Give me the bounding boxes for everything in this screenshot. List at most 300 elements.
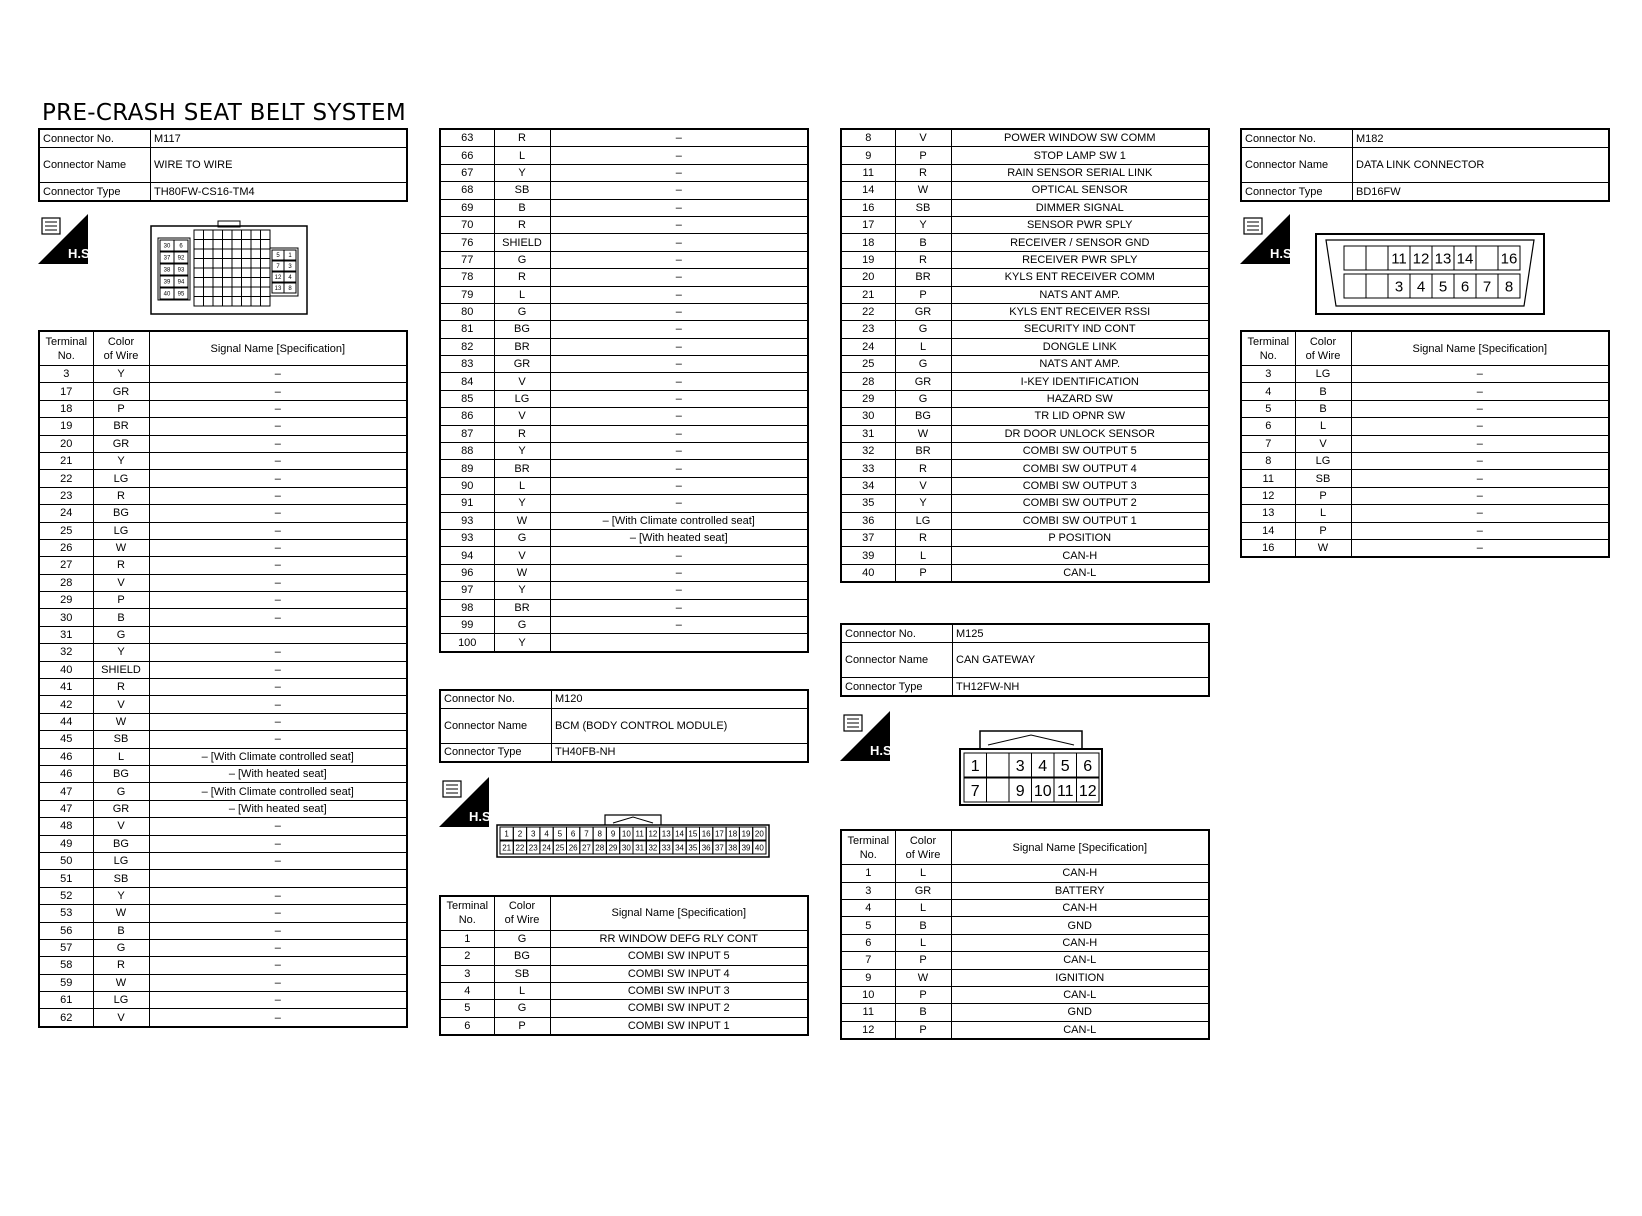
signal-name: GND	[951, 1004, 1209, 1021]
wire-color: R	[93, 487, 149, 504]
connector-pin	[213, 230, 223, 240]
color-header: Color of Wire	[494, 896, 550, 931]
signal-name: –	[149, 644, 407, 661]
terminal-number: 3	[440, 965, 494, 982]
m182-diagram-area	[1240, 202, 1610, 330]
pin-label: 40	[163, 291, 171, 298]
wire-color: G	[494, 930, 550, 947]
wire-color: R	[895, 164, 951, 181]
connector-pin	[987, 753, 1010, 777]
terminal-number: 14	[1241, 522, 1295, 539]
signal-name: –	[149, 418, 407, 435]
wire-color: R	[494, 216, 550, 233]
terminal-number: 82	[440, 338, 494, 355]
table-row	[1241, 400, 1609, 417]
terminal-number: 99	[440, 616, 494, 633]
signal-name: – [With Climate controlled seat]	[149, 748, 407, 765]
wire-color: B	[895, 917, 951, 934]
signal-name: –	[550, 460, 808, 477]
terminal-number: 63	[440, 129, 494, 147]
wire-color: V	[494, 408, 550, 425]
terminal-header: Terminal No.	[841, 830, 895, 865]
table-row	[841, 477, 1209, 494]
pin-label: 38	[728, 843, 738, 853]
terminal-number: 29	[841, 390, 895, 407]
connector-pin	[213, 287, 223, 297]
table-row	[841, 969, 1209, 986]
signal-name: –	[550, 216, 808, 233]
connector-pin	[251, 268, 261, 278]
signal-name: P POSITION	[951, 529, 1209, 546]
terminal-number: 77	[440, 251, 494, 268]
table-row	[440, 408, 808, 425]
table-row	[1241, 522, 1609, 539]
connector-name-value: DATA LINK CONNECTOR	[1353, 148, 1610, 183]
wire-color: SHIELD	[494, 234, 550, 251]
terminal-number: 47	[39, 783, 93, 800]
terminal-number: 78	[440, 269, 494, 286]
connector-pin	[204, 268, 214, 278]
wire-color: G	[494, 251, 550, 268]
wire-color: G	[93, 783, 149, 800]
signal-name: –	[550, 164, 808, 181]
table-row	[440, 616, 808, 633]
signal-name: –	[149, 609, 407, 626]
wire-color: V	[1295, 435, 1351, 452]
table-row	[841, 495, 1209, 512]
table-row	[39, 887, 407, 904]
signal-name: COMBI SW INPUT 5	[550, 948, 808, 965]
wire-color: B	[1295, 400, 1351, 417]
wire-color: L	[1295, 505, 1351, 522]
connector-no-value: M125	[953, 624, 1210, 643]
terminal-number: 30	[39, 609, 93, 626]
wire-color: GR	[895, 303, 951, 320]
pin-label: 30	[621, 843, 631, 853]
table-row	[39, 870, 407, 887]
connector-no-value: M120	[552, 690, 809, 709]
connector-pin	[232, 259, 242, 269]
wire-color: V	[93, 696, 149, 713]
signal-name: –	[149, 452, 407, 469]
signal-name: POWER WINDOW SW COMM	[951, 129, 1209, 147]
wire-color: Y	[494, 495, 550, 512]
pin-label: 8	[597, 829, 602, 839]
pin-label: 3	[1394, 278, 1404, 296]
terminal-number: 25	[39, 522, 93, 539]
table-row	[841, 147, 1209, 164]
table-row	[440, 1017, 808, 1035]
signal-name: –	[1351, 400, 1609, 417]
wire-color: R	[895, 460, 951, 477]
signal-name: DR DOOR UNLOCK SENSOR	[951, 425, 1209, 442]
pin-label: 7	[970, 782, 980, 800]
connector-pin	[251, 240, 261, 250]
terminal-number: 90	[440, 477, 494, 494]
table-row	[440, 286, 808, 303]
terminal-number: 40	[39, 661, 93, 678]
wire-color: B	[93, 922, 149, 939]
terminal-number: 24	[841, 338, 895, 355]
terminal-number: 28	[841, 373, 895, 390]
signal-name: –	[550, 182, 808, 199]
wire-color: SB	[93, 870, 149, 887]
table-row	[440, 147, 808, 164]
pin-label: 14	[675, 829, 685, 839]
connector-pin	[261, 268, 271, 278]
pin-label: 12	[648, 829, 658, 839]
terminal-number: 94	[440, 547, 494, 564]
table-row	[841, 547, 1209, 564]
wire-color: GR	[93, 383, 149, 400]
signal-name: –	[149, 939, 407, 956]
table-row	[841, 865, 1209, 882]
signal-name: DONGLE LINK	[951, 338, 1209, 355]
terminal-number: 59	[39, 974, 93, 991]
signal-name: –	[1351, 435, 1609, 452]
connector-no-label: Connector No.	[841, 624, 953, 643]
pin-label: 11	[1056, 782, 1074, 800]
signal-name: – [With heated seat]	[149, 765, 407, 782]
terminal-number: 6	[841, 934, 895, 951]
signal-name: –	[149, 818, 407, 835]
table-row	[39, 783, 407, 800]
signal-header: Signal Name [Specification]	[1351, 331, 1609, 366]
terminal-number: 27	[39, 557, 93, 574]
wire-color: P	[1295, 522, 1351, 539]
wire-color: W	[494, 512, 550, 529]
signal-name: –	[550, 495, 808, 512]
signal-name: – [With Climate controlled seat]	[149, 783, 407, 800]
terminal-number: 16	[841, 199, 895, 216]
signal-name: –	[550, 147, 808, 164]
table-row	[1241, 505, 1609, 522]
terminal-number: 46	[39, 748, 93, 765]
signal-name: –	[149, 470, 407, 487]
wire-color: G	[93, 626, 149, 643]
terminal-number: 23	[39, 487, 93, 504]
wire-color: SB	[895, 199, 951, 216]
connector-type-value: TH80FW-CS16-TM4	[151, 183, 408, 202]
m117-diagram-area	[38, 202, 408, 330]
wire-color: Y	[93, 452, 149, 469]
m125-diagram-area	[840, 697, 1210, 829]
connector-pin	[242, 268, 252, 278]
signal-name: –	[149, 661, 407, 678]
table-row	[1241, 539, 1609, 557]
terminal-number: 24	[39, 505, 93, 522]
hs-label: H.S.	[870, 743, 896, 759]
table-row	[841, 356, 1209, 373]
pin-label: 5	[1060, 757, 1070, 775]
table-row	[1241, 470, 1609, 487]
table-row	[39, 835, 407, 852]
wire-color: R	[895, 251, 951, 268]
wire-color: W	[93, 713, 149, 730]
signal-name: RECEIVER / SENSOR GND	[951, 234, 1209, 251]
signal-name: –	[1351, 452, 1609, 469]
terminal-number: 16	[1241, 539, 1295, 557]
terminal-number: 58	[39, 957, 93, 974]
pin-label: 28	[595, 843, 605, 853]
signal-name: –	[550, 390, 808, 407]
pin-label: 34	[675, 843, 685, 853]
connector-name-label: Connector Name	[841, 643, 953, 678]
wire-color: R	[494, 425, 550, 442]
connector-pin	[1476, 246, 1498, 270]
m117-terminal-table	[38, 330, 408, 1028]
wire-color: Y	[93, 366, 149, 383]
signal-name: –	[149, 383, 407, 400]
pin-label: 32	[648, 843, 658, 853]
terminal-number: 5	[1241, 400, 1295, 417]
wire-color: LG	[93, 852, 149, 869]
terminal-number: 33	[841, 460, 895, 477]
table-row	[39, 905, 407, 922]
signal-name	[550, 634, 808, 652]
pin-label: 8	[1504, 278, 1514, 296]
terminal-number: 14	[841, 182, 895, 199]
pin-label: 11	[635, 829, 644, 839]
terminal-number: 5	[440, 1000, 494, 1017]
terminal-number: 9	[841, 147, 895, 164]
terminal-number: 21	[841, 286, 895, 303]
m117-info-table	[38, 128, 408, 202]
terminal-number: 29	[39, 592, 93, 609]
table-row	[841, 934, 1209, 951]
table-row	[39, 626, 407, 643]
wire-color: P	[1295, 487, 1351, 504]
pin-label: 5	[557, 829, 563, 839]
table-row	[440, 390, 808, 407]
connector-pin	[1366, 274, 1388, 298]
terminal-number: 6	[440, 1017, 494, 1035]
table-row	[39, 765, 407, 782]
pin-label: 3	[1015, 757, 1025, 775]
terminal-number: 62	[39, 1009, 93, 1027]
terminal-number: 51	[39, 870, 93, 887]
connector-pin	[194, 287, 204, 297]
signal-name: –	[149, 366, 407, 383]
color-header: Color of Wire	[93, 331, 149, 366]
terminal-number: 52	[39, 887, 93, 904]
wire-color: L	[895, 934, 951, 951]
connector-pin	[1344, 274, 1366, 298]
connector-pin	[204, 297, 214, 307]
connector-pin	[213, 259, 223, 269]
m182-rows	[1241, 366, 1609, 558]
connector-pin	[232, 297, 242, 307]
terminal-number: 79	[440, 286, 494, 303]
signal-name: –	[550, 425, 808, 442]
table-row	[39, 452, 407, 469]
wire-color: G	[494, 529, 550, 546]
connector-no-value: M117	[151, 129, 408, 148]
table-row	[39, 679, 407, 696]
table-row	[841, 425, 1209, 442]
signal-name: –	[149, 522, 407, 539]
m117-connector-face	[150, 220, 310, 325]
pin-label: 92	[177, 255, 185, 262]
wire-color: G	[494, 303, 550, 320]
wire-color: B	[93, 609, 149, 626]
pin-label: 37	[714, 843, 724, 853]
terminal-number: 1	[841, 865, 895, 882]
column-3	[840, 128, 1210, 1040]
table-row	[841, 338, 1209, 355]
terminal-number: 84	[440, 373, 494, 390]
signal-name: –	[550, 582, 808, 599]
connector-pin	[242, 240, 252, 250]
pin-label: 15	[688, 829, 698, 839]
table-row	[841, 164, 1209, 181]
terminal-number: 4	[841, 899, 895, 916]
signal-name: –	[1351, 522, 1609, 539]
connector-pin	[242, 230, 252, 240]
connector-pin	[242, 249, 252, 259]
pin-label: 19	[741, 829, 751, 839]
pin-label: 4	[544, 829, 549, 839]
pin-label: 6	[179, 243, 183, 250]
signal-name: –	[149, 487, 407, 504]
wire-color: BG	[93, 765, 149, 782]
wire-color: LG	[93, 470, 149, 487]
table-row	[440, 443, 808, 460]
pin-label: 16	[1500, 250, 1518, 268]
terminal-number: 7	[841, 952, 895, 969]
pin-label: 4	[1038, 757, 1048, 775]
connector-pin	[232, 287, 242, 297]
terminal-number: 48	[39, 818, 93, 835]
table-row	[841, 234, 1209, 251]
terminal-header: Terminal No.	[440, 896, 494, 931]
wire-color: BG	[93, 505, 149, 522]
signal-name: –	[1351, 418, 1609, 435]
signal-name: –	[550, 373, 808, 390]
pin-label: 22	[515, 843, 525, 853]
connector-pin	[1344, 246, 1366, 270]
pin-label: 25	[555, 843, 565, 853]
signal-name: CAN-H	[951, 934, 1209, 951]
terminal-number: 57	[39, 939, 93, 956]
signal-name: SECURITY IND CONT	[951, 321, 1209, 338]
connector-type-label: Connector Type	[440, 743, 552, 762]
pin-label: 17	[714, 829, 724, 839]
wire-color: BR	[494, 599, 550, 616]
table-row	[440, 634, 808, 652]
pin-label: 5	[276, 253, 280, 260]
terminal-number: 68	[440, 182, 494, 199]
wire-color: BR	[895, 269, 951, 286]
pin-label: 9	[610, 829, 616, 839]
signal-name: COMBI SW OUTPUT 2	[951, 495, 1209, 512]
pin-label: 21	[502, 843, 512, 853]
pin-label: 16	[701, 829, 711, 839]
table-row	[841, 443, 1209, 460]
table-row	[39, 505, 407, 522]
terminal-number: 31	[841, 425, 895, 442]
terminal-number: 19	[841, 251, 895, 268]
pin-label: 6	[1460, 278, 1470, 296]
terminal-number: 41	[39, 679, 93, 696]
signal-name: DIMMER SIGNAL	[951, 199, 1209, 216]
terminal-number: 67	[440, 164, 494, 181]
table-row	[440, 338, 808, 355]
signal-name: – [With heated seat]	[550, 529, 808, 546]
connector-pin	[251, 278, 261, 288]
table-row	[1241, 487, 1609, 504]
signal-name: –	[149, 1009, 407, 1027]
m120-connector-face	[495, 811, 771, 866]
connector-pin	[232, 249, 242, 259]
table-row	[841, 460, 1209, 477]
table-row	[440, 129, 808, 147]
table-row	[39, 957, 407, 974]
pin-label: 5	[1438, 278, 1448, 296]
table-row	[1241, 418, 1609, 435]
wire-color: L	[895, 547, 951, 564]
pin-label: 94	[177, 279, 185, 286]
connector-pin	[261, 240, 271, 250]
table-row	[841, 390, 1209, 407]
table-row	[841, 199, 1209, 216]
wire-color: SB	[93, 731, 149, 748]
pin-label: 12	[274, 275, 282, 282]
terminal-number: 8	[841, 129, 895, 147]
table-row	[39, 557, 407, 574]
table-row	[440, 269, 808, 286]
table-row	[841, 303, 1209, 320]
table-row	[440, 303, 808, 320]
connector-type-label: Connector Type	[39, 183, 151, 202]
signal-name	[149, 870, 407, 887]
m120-rows	[440, 930, 808, 1035]
signal-name: NATS ANT AMP.	[951, 356, 1209, 373]
terminal-number: 12	[841, 1021, 895, 1039]
m182-column	[1240, 128, 1610, 558]
pin-label: 6	[570, 829, 576, 839]
terminal-number: 32	[841, 443, 895, 460]
table-row	[841, 952, 1209, 969]
wire-color: W	[895, 969, 951, 986]
terminal-number: 12	[1241, 487, 1295, 504]
wire-color: L	[93, 748, 149, 765]
pin-label: 1	[970, 757, 980, 775]
signal-name: –	[1351, 366, 1609, 383]
terminal-number: 34	[841, 477, 895, 494]
connector-type-value: BD16FW	[1353, 183, 1610, 202]
wire-color: Y	[494, 582, 550, 599]
table-row	[39, 609, 407, 626]
wire-color: BR	[895, 443, 951, 460]
pin-label: 13	[1434, 250, 1452, 268]
terminal-number: 47	[39, 800, 93, 817]
pin-label: 35	[688, 843, 698, 853]
wire-color: V	[93, 574, 149, 591]
table-row	[841, 512, 1209, 529]
table-row	[440, 529, 808, 546]
signal-name: COMBI SW OUTPUT 5	[951, 443, 1209, 460]
table-row	[440, 477, 808, 494]
wire-color: P	[895, 986, 951, 1003]
pin-label: 4	[1416, 278, 1426, 296]
wire-color: P	[93, 592, 149, 609]
signal-name: CAN-H	[951, 547, 1209, 564]
connector-pin	[223, 287, 233, 297]
table-row	[440, 564, 808, 581]
wire-color: V	[494, 373, 550, 390]
wire-color: BR	[494, 460, 550, 477]
